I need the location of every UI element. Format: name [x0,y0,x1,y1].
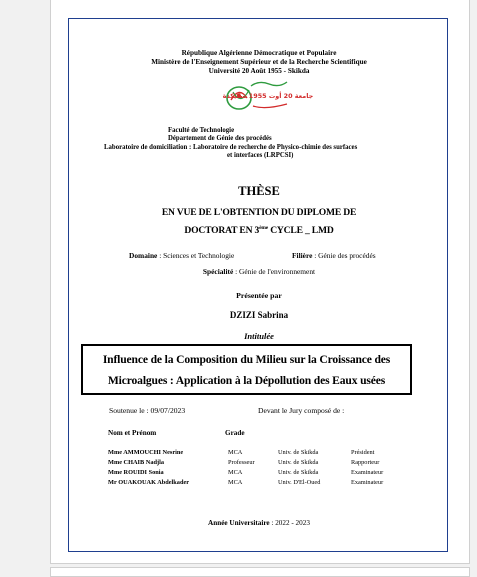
jury-header-grade: Grade [225,429,245,437]
logo-arabic-text: جامعة 20 أوت 1955 سكيكدة [222,92,314,100]
jury-row [69,479,449,488]
domaine-field [129,251,234,260]
next-page-edge [50,567,470,577]
jury-row [69,469,449,478]
jury-header-name: Nom et Prénom [108,429,157,437]
specialite-field [69,267,449,276]
jury-member-univ: Univ. D'El-Oued [278,479,321,486]
jury-member-name: Mme AMMOUCHI Nesrine [108,449,184,456]
domaine-value: : Sciences et Technologie [157,251,235,260]
jury-row [69,449,449,458]
header-university: Université 20 Août 1955 - Skikda [208,67,310,75]
jury-member-name: Mme CHAIB Nadjla [108,459,164,466]
defense-date: Soutenue le : 09/07/2023 [109,406,186,415]
degree-prefix: DOCTORAT EN 3 [184,225,260,237]
jury-member-role: Président [351,449,375,456]
thesis-title-line2: Microalgues : Application à la Dépollution des Eaux usées [107,374,386,387]
faculty-block [168,127,272,144]
jury-member-role: Examinateur [351,469,384,476]
jury-intro: Devant le Jury composé de : [258,406,345,415]
jury-member-grade: Professeur [228,459,255,466]
jury-member-name: Mr OUAKOUAK Abdelkader [108,479,190,486]
academic-year [69,519,449,527]
specialite-value: : Génie de l'environnement [233,267,316,276]
author-name: DZIZI Sabrina [229,310,289,320]
university-logo [222,78,314,112]
degree-sup: ème [259,225,268,231]
thesis-degree [69,225,449,236]
page-border-frame [68,18,448,552]
specialite-label: Spécialité [202,267,234,276]
filiere-label: Filière [292,251,313,260]
document-page [50,0,470,564]
laboratory-line1: Laboratoire de domiciliation : Laboratoire de recherche de Physico-chimie des surfaces [104,144,358,151]
laboratory-line2: et interfaces (LRPCSI) [227,152,294,160]
thesis-title-box [81,344,412,395]
thesis-title-line1: Influence de la Composition du Milieu sur la Croissance des [102,353,391,366]
header-ministry: Ministère de l'Enseignement Supérieur et de la Recherche Scientifique [151,58,367,66]
jury-member-role: Rapporteur [351,459,380,466]
titled-label: Intitulée [244,331,274,341]
thesis-purpose: EN VUE DE L'OBTENTION DU DIPLOME DE [161,207,357,218]
degree-suffix: CYCLE _ LMD [268,225,334,237]
jury-member-univ: Univ. de Skikda [278,459,319,466]
filiere-field [292,251,376,260]
domaine-label: Domaine [129,251,158,260]
jury-member-grade: MCA [228,479,243,486]
filiere-value: : Génie des procédés [312,251,376,260]
faculty-name: Faculté de Technologie [168,127,235,134]
department-name: Département de Génie des procédés [168,135,272,143]
thesis-heading: THÈSE [238,184,280,198]
laboratory-block [104,144,444,161]
header-republic: République Algérienne Démocratique et Populaire [181,49,337,57]
jury-member-name: Mme ROUIDI Sonia [108,469,164,476]
academic-year-label: Année Universitaire [208,519,270,527]
jury-member-grade: MCA [228,469,243,476]
jury-member-univ: Univ. de Skikda [278,449,319,456]
jury-row [69,459,449,468]
academic-year-value: : 2022 - 2023 [269,519,310,527]
jury-member-role: Examinateur [351,479,384,486]
jury-member-grade: MCA [228,449,243,456]
presented-by: Présentée par [236,291,282,300]
jury-member-univ: Univ. de Skikda [278,469,319,476]
